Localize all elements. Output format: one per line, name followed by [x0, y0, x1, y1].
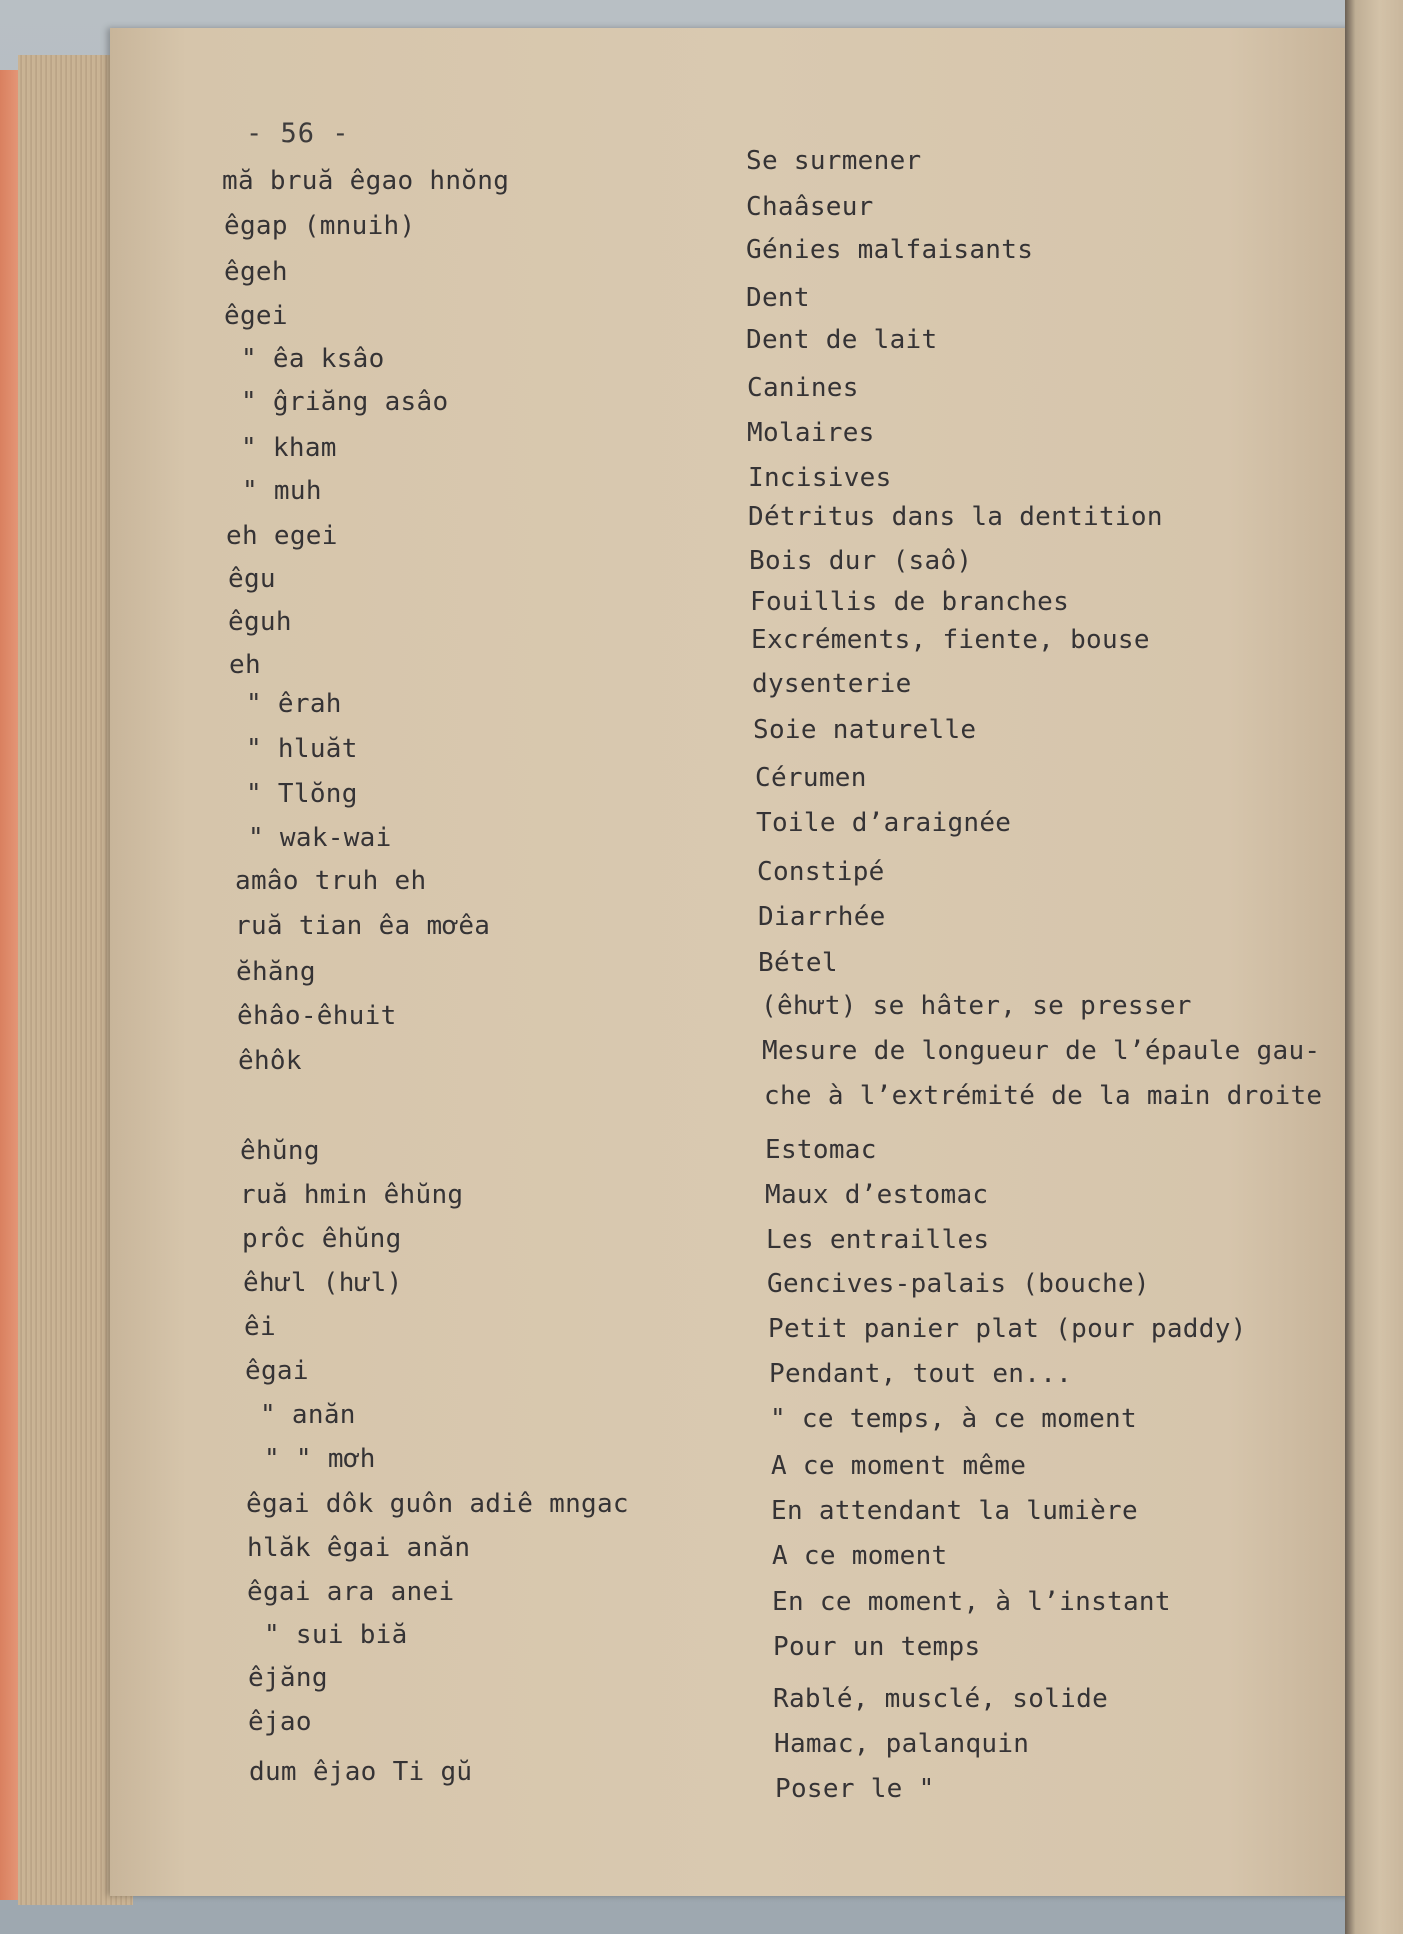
entry-translation: A ce moment même — [771, 1451, 1027, 1481]
entry-translation: Bétel — [758, 948, 838, 978]
entry-term: êgu — [228, 564, 276, 594]
entry-translation: Les entrailles — [766, 1225, 990, 1255]
entry-translation: " ce temps, à ce moment — [770, 1404, 1137, 1434]
entry-term: " " mơh — [264, 1444, 376, 1474]
entry-translation: Pendant, tout en... — [769, 1359, 1073, 1389]
entry-translation: Mesure de longueur de l’épaule gau- — [762, 1036, 1321, 1066]
entry-term: " sui biă — [264, 1620, 408, 1650]
page-number: - 56 - — [246, 118, 350, 149]
entry-term: " êa ksâo — [241, 344, 385, 374]
entry-term: êhôk — [238, 1046, 302, 1076]
entry-term: êgei — [224, 301, 288, 331]
entry-translation: Maux d’estomac — [765, 1180, 989, 1210]
entry-term: êhŭng — [240, 1136, 320, 1166]
entry-translation: Chaâseur — [746, 192, 874, 222]
entry-term: amâo truh eh — [235, 866, 427, 896]
entry-term: eh egei — [226, 521, 338, 551]
entry-translation: En ce moment, à l’instant — [772, 1587, 1171, 1617]
entry-translation: Gencives-palais (bouche) — [767, 1269, 1150, 1299]
entry-term: êgai dôk guôn adiê mngac — [246, 1489, 629, 1519]
entry-translation: Molaires — [747, 418, 875, 448]
entry-term: dum êjao Ti gŭ — [249, 1757, 473, 1787]
entry-translation: Constipé — [757, 857, 885, 887]
entry-translation: Pour un temps — [773, 1632, 981, 1662]
entry-term: êguh — [228, 607, 292, 637]
entry-translation: Fouillis de branches — [750, 587, 1070, 617]
entry-translation: Toile d’araignée — [756, 808, 1012, 838]
entry-translation: Détritus dans la dentition — [748, 502, 1163, 532]
entry-term: " muh — [242, 476, 322, 506]
entry-translation: Hamac, palanquin — [774, 1729, 1030, 1759]
entry-term: êgai — [245, 1356, 309, 1386]
entry-term: " Tlŏng — [246, 779, 358, 809]
entry-translation: Diarrhée — [758, 902, 886, 932]
entry-term: êhưl (hưl) — [243, 1268, 403, 1298]
entry-translation: Dent — [746, 283, 810, 313]
entry-translation: dysenterie — [752, 669, 912, 699]
entry-translation: Rablé, musclé, solide — [773, 1684, 1109, 1714]
entry-term: êjao — [248, 1707, 312, 1737]
entry-translation: Petit panier plat (pour paddy) — [768, 1314, 1247, 1344]
entry-term: prôc êhŭng — [242, 1224, 402, 1254]
entry-term: êgeh — [224, 257, 288, 287]
entry-translation: Bois dur (saô) — [749, 546, 973, 576]
entry-translation: Excréments, fiente, bouse — [751, 625, 1150, 655]
entry-translation: che à l’extrémité de la main droite — [764, 1081, 1323, 1111]
entry-term: eh — [229, 650, 261, 680]
entry-term: " wak-wai — [248, 823, 392, 853]
entry-term: " êrah — [246, 689, 342, 719]
entry-term: êgap (mnuih) — [224, 211, 416, 241]
entry-term: ruă hmin êhŭng — [240, 1180, 464, 1210]
entry-term: êhâo-êhuit — [237, 1001, 397, 1031]
entry-translation: Poser le " — [775, 1774, 935, 1804]
entry-translation: (êhưt) se hâter, se presser — [761, 991, 1192, 1021]
entry-translation: En attendant la lumière — [771, 1496, 1138, 1526]
entry-term: êi — [244, 1312, 276, 1342]
entry-translation: Cérumen — [755, 763, 867, 793]
entry-translation: Dent de lait — [746, 325, 938, 355]
entry-translation: Estomac — [765, 1135, 877, 1165]
entry-term: " ĝriăng asâo — [241, 387, 449, 417]
entry-translation: Se surmener — [746, 146, 922, 176]
entry-term: ruă tian êa mơêa — [235, 911, 491, 941]
entry-term: ĕhăng — [236, 957, 316, 987]
entry-translation: Canines — [747, 373, 859, 403]
entry-translation: Soie naturelle — [753, 715, 977, 745]
entry-term: " kham — [241, 433, 337, 463]
entry-term: êgai ara anei — [247, 1577, 455, 1607]
entry-term: " anăn — [260, 1400, 356, 1430]
entry-term: êjăng — [248, 1663, 328, 1693]
entry-translation: Incisives — [748, 463, 892, 493]
entry-translation: A ce moment — [772, 1541, 948, 1571]
entry-term: hlăk êgai anăn — [247, 1533, 471, 1563]
entry-term: mă bruă êgao hnŏng — [222, 166, 510, 196]
entry-translation: Génies malfaisants — [746, 235, 1034, 265]
entry-term: " hluăt — [246, 734, 358, 764]
